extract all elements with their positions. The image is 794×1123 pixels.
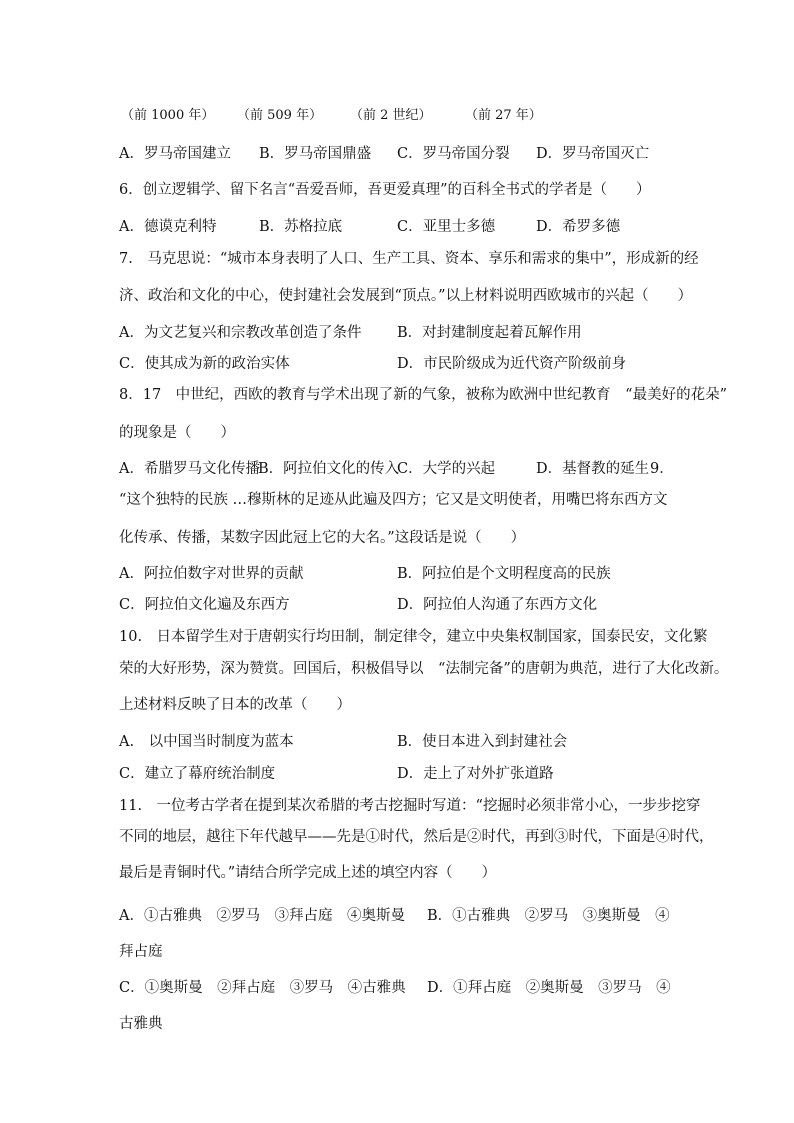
q7-stem-line1: 7. 马克思说：“城市本身表明了人口、生产工具、资本、享乐和需求的集中”，形成新的经 <box>119 251 699 267</box>
q9-option-a: A．阿拉伯数字对世界的贡献 <box>119 566 304 582</box>
q10-option-d: D．走上了对外扩张道路 <box>397 766 554 782</box>
q10-stem-line1: 10. 日本留学生对于唐朝实行均田制，制定律令，建立中央集权制国家，国泰民安，文化繁 <box>119 629 708 645</box>
q11-option-b-continued: 拜占庭 <box>119 944 163 960</box>
q6-option-b: B．苏格拉底 <box>259 219 343 235</box>
q9-option-d: D．阿拉伯人沟通了东西方文化 <box>397 597 598 613</box>
q6-option-c: C．亚里士多德 <box>397 219 496 235</box>
q9-option-c: C．阿拉伯文化遍及东西方 <box>119 597 290 613</box>
timeline-year: （前 509 年） <box>237 108 323 123</box>
q9-stem-line1: “这个独特的民族 …穆斯林的足迹从此遍及四方；它又是文明使者，用嘴巴将东西方文 <box>119 492 668 508</box>
q9-option-b: B．阿拉伯是个文明程度高的民族 <box>397 566 611 582</box>
q11-stem-line3: 最后是青铜时代。”请结合所学完成上述的填空内容（ ） <box>119 865 497 881</box>
q10-option-b: B．使日本进入到封建社会 <box>397 734 568 750</box>
q10-stem-line2: 荣的大好形势，深为赞赏。回国后，积极倡导以 “法制完备”的唐朝为典范，进行了大化改新。 <box>119 661 729 677</box>
q8-option-d: D．基督教的延生 <box>536 461 650 477</box>
q11-option-c: C．①奥斯曼 ②拜占庭 ③罗马 ④古雅典 <box>119 980 406 996</box>
q6-option-a: A．德谟克利特 <box>119 219 217 235</box>
q7-option-a: A．为文艺复兴和宗教改革创造了条件 <box>119 325 362 341</box>
q8-stem-line2: 的现象是（ ） <box>119 425 235 441</box>
q6-option-d: D．希罗多德 <box>536 219 621 235</box>
q9-stem-line2: 化传承、传播，某数字因此冠上它的大名。”这段话是说（ ） <box>119 530 526 546</box>
q5-option-c: C．罗马帝国分裂 <box>397 146 510 162</box>
timeline-year: （前 1000 年） <box>121 108 215 123</box>
q11-option-b: B．①古雅典 ②罗马 ③奥斯曼 ④ <box>427 908 670 924</box>
q5-option-d: D．罗马帝国灭亡 <box>536 146 650 162</box>
q7-option-c: C．使其成为新的政治实体 <box>119 356 290 372</box>
q7-option-b: B．对封建制度起着瓦解作用 <box>397 325 582 341</box>
q8-option-a: A．希腊罗马文化传播 <box>119 461 260 477</box>
q6-stem: 6．创立逻辑学、留下名言“吾爱吾师，吾更爱真理”的百科全书式的学者是（ ） <box>119 182 651 198</box>
q11-option-d: D．①拜占庭 ②奥斯曼 ③罗马 ④ <box>427 980 671 996</box>
q5-option-b: B．罗马帝国鼎盛 <box>259 146 372 162</box>
q11-stem-line2: 不同的地层，越往下年代越早——先是①时代，然后是②时代，再到③时代，下面是④时代， <box>119 829 714 845</box>
q10-stem-line3: 上述材料反映了日本的改革（ ） <box>119 697 351 713</box>
q8-option-b: B．阿拉伯文化的传入 <box>258 461 400 477</box>
q5-option-a: A．罗马帝国建立 <box>119 146 231 162</box>
q10-option-a: A. 以中国当时制度为蓝本 <box>119 734 294 750</box>
q11-option-d-continued: 古雅典 <box>119 1016 163 1032</box>
q8-option-c: C．大学的兴起 <box>397 461 496 477</box>
q11-option-a: A．①古雅典 ②罗马 ③拜占庭 ④奥斯曼 <box>119 908 405 924</box>
q7-option-d: D．市民阶级成为近代资产阶级前身 <box>397 356 627 372</box>
q10-option-c: C．建立了幕府统治制度 <box>119 766 276 782</box>
q7-stem-line2: 济、政治和文化的中心，使封建社会发展到“顶点。”以上材料说明西欧城市的兴起（ ） <box>119 288 693 304</box>
timeline-year: （前 2 世纪） <box>350 108 432 123</box>
timeline-year: （前 27 年） <box>465 108 542 123</box>
q9-number: 9． <box>650 461 674 477</box>
q8-stem-line1: 8．17 中世纪，西欧的教育与学术出现了新的气象，被称为欧洲中世纪教育 “最美好的花朵” <box>119 387 727 403</box>
q11-stem-line1: 11. 一位考古学者在提到某次希腊的考古挖掘时写道：“挖掘时必须非常小心，一步步挖穿 <box>119 798 701 814</box>
